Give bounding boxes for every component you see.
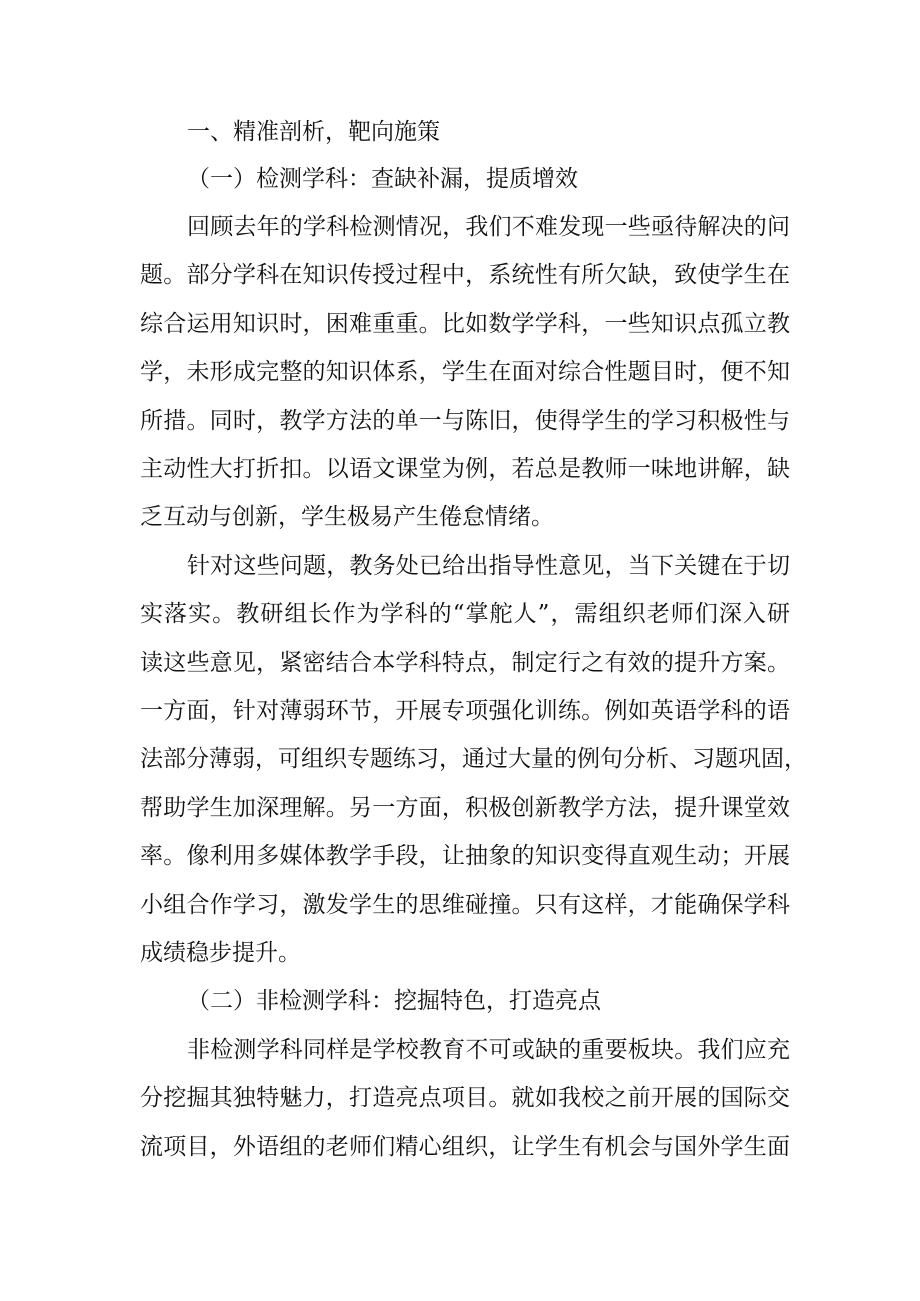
paragraph-2-line: 读这些意见，紧密结合本学科特点，制定行之有效的提升方案。 <box>140 650 790 676</box>
paragraph-1-line: 题。部分学科在知识传授过程中，系统性有所欠缺，致使学生在 <box>140 262 790 288</box>
paragraph-2-line: 针对这些问题，教务处已给出指导性意见，当下关键在于切 <box>187 553 790 579</box>
paragraph-1-line: 主动性大打折扣。以语文课堂为例，若总是教师一味地讲解，缺 <box>140 456 790 482</box>
paragraph-1-line: 回顾去年的学科检测情况，我们不难发现一些亟待解决的问 <box>187 214 790 240</box>
paragraph-3-line: 非检测学科同样是学校教育不可或缺的重要板块。我们应充 <box>187 1037 790 1063</box>
paragraph-3-line: 流项目，外语组的老师们精心组织，让学生有机会与国外学生面 <box>140 1134 790 1160</box>
paragraph-2-line: 帮助学生加深理解。另一方面，积极创新教学方法，提升课堂效 <box>140 795 790 821</box>
subsection-heading-1: （一）检测学科：查缺补漏，提质增效 <box>187 166 578 192</box>
subsection-heading-2: （二）非检测学科：挖掘特色，打造亮点 <box>187 988 601 1014</box>
paragraph-2-line: 法部分薄弱，可组织专题练习，通过大量的例句分析、习题巩固， <box>140 746 807 772</box>
paragraph-1-line: 综合运用知识时，困难重重。比如数学学科，一些知识点孤立教 <box>140 311 790 337</box>
section-heading: 一、精准剖析，靶向施策 <box>187 119 440 145</box>
paragraph-3-line: 分挖掘其独特魅力，打造亮点项目。就如我校之前开展的国际交 <box>140 1085 790 1111</box>
paragraph-1-line: 乏互动与创新，学生极易产生倦怠情绪。 <box>140 504 554 530</box>
paragraph-2-line: 成绩稳步提升。 <box>140 940 301 966</box>
paragraph-2-line: 一方面，针对薄弱环节，开展专项强化训练。例如英语学科的语 <box>140 698 790 724</box>
paragraph-2-line: 实落实。教研组长作为学科的“掌舵人”，需组织老师们深入研 <box>140 601 790 627</box>
paragraph-1-line: 所措。同时，教学方法的单一与陈旧，使得学生的学习积极性与 <box>140 408 790 434</box>
paragraph-2-line: 率。像利用多媒体教学手段，让抽象的知识变得直观生动；开展 <box>140 843 790 869</box>
paragraph-1-line: 学，未形成完整的知识体系，学生在面对综合性题目时，便不知 <box>140 359 790 385</box>
paragraph-2-line: 小组合作学习，激发学生的思维碰撞。只有这样，才能确保学科 <box>140 892 790 918</box>
